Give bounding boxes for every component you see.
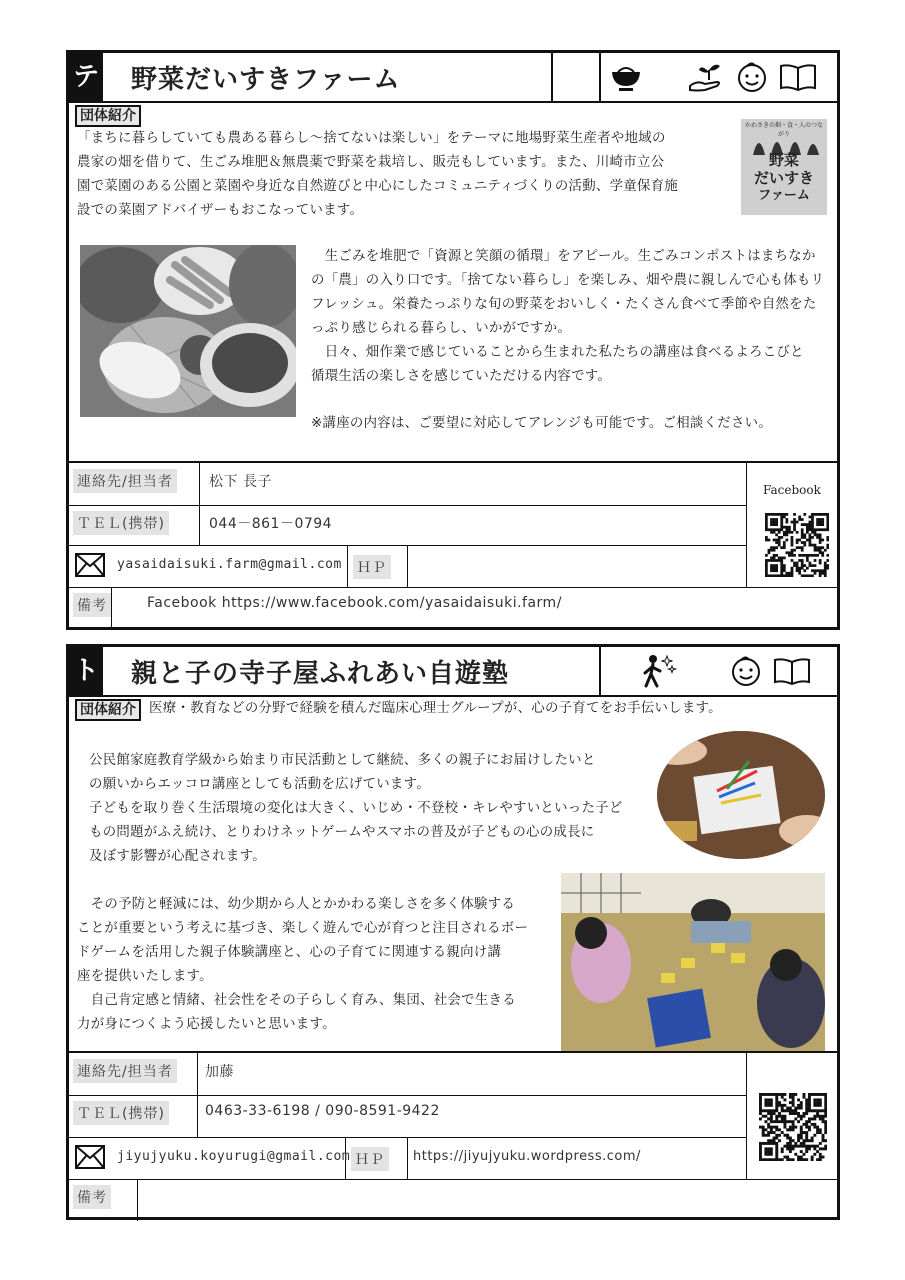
- description-text-2: その予防と軽減には、幼少期から人とかかわる楽しさを多く体験する ことが重要という考えに基づき、楽しく遊んで心が育つと注目されるボー ドゲームを活用した親子体験講座と、心の子育てに関連する親向け講 座を提供いたします。 自己肯定感と情緒、社会性をその子らしく育み、集団、社会で生きる 力が身につくよう応援したいと思います。: [77, 897, 529, 1032]
- qr-label: Facebook: [763, 483, 821, 497]
- activity-icons: [687, 59, 817, 95]
- tel-number: 0463-33-6198 / 090-8591-9422: [205, 1103, 440, 1119]
- intro-text: 「まちに暮らしていても農ある暮らし～捨てないは楽しい」をテーマに地場野菜生産者や地域の 農家の畑を借りて、生ごみ堆肥＆無農薬で野菜を栽培し、販売もしています。また、川崎市立公 園で菜園のある公園と菜園や身近な自然遊びと中心にしたコミュニティづくりの活動、学童保育施 設での菜園アドバイザーもおこなっています。: [77, 131, 679, 218]
- child-face-icon: [729, 654, 763, 688]
- tel-label: ＴＥＬ(携帯): [73, 511, 169, 535]
- hp-label: ＨＰ: [351, 1147, 389, 1171]
- child-face-icon: [735, 60, 769, 94]
- contact-label: 連絡先/担当者: [73, 469, 177, 493]
- email-address[interactable]: jiyujyuku.koyurugi@gmail.com: [117, 1149, 351, 1164]
- card-jiyujyuku: [66, 644, 840, 1220]
- contact-table: [69, 1051, 837, 1221]
- children-playing-photo: [561, 873, 825, 1051]
- intro-text: 医療・教育などの分野で経験を積んだ臨床心理士グループが、心の子育てをお手伝いします。: [149, 701, 722, 716]
- qr-code-icon[interactable]: [765, 513, 829, 581]
- index-letter: ト: [69, 647, 103, 695]
- qr-code-icon[interactable]: [759, 1093, 827, 1165]
- contact-table: [69, 461, 837, 629]
- vegetable-photo: [80, 245, 296, 417]
- mail-icon: [75, 553, 105, 581]
- description-text-1: 公民館家庭教育学級から始まり市民活動として継続、多くの親子にお届けしたいと の願いからエッコロ講座としても活動を広げています。 子どもを取り巻く生活環境の変化は大きく、いじめ・不登校・キレやすいといった子ど もの問題がふえ続け、とりわけネットゲームやスマホの普及が子どもの心の成長に 及ぼす影響が心配されます。: [89, 753, 623, 864]
- card-header: [69, 647, 837, 697]
- activity-icons: [641, 653, 677, 689]
- farm-logo: かわさきの畑・食・人のつながり 野菜 だいすき ファーム: [741, 119, 827, 215]
- card-header: [69, 53, 837, 103]
- contact-label: 連絡先/担当者: [73, 1059, 177, 1083]
- tel-label: ＴＥＬ(携帯): [73, 1101, 169, 1125]
- open-book-icon: [773, 656, 811, 686]
- bowl-icon: [609, 60, 643, 94]
- category-icons: [609, 59, 643, 95]
- boardgame-photo: [657, 731, 825, 859]
- hp-label: ＨＰ: [353, 555, 391, 579]
- walking-person-icon: [641, 654, 677, 688]
- intro-tag: 団体紹介: [75, 699, 141, 721]
- notes-label: 備考: [73, 1185, 111, 1209]
- tel-number: 044－861－0794: [209, 516, 333, 532]
- index-letter: テ: [69, 53, 103, 101]
- activity-icons-2: [729, 653, 811, 689]
- intro-tag: 団体紹介: [75, 105, 141, 127]
- organization-title: 親と子の寺子屋ふれあい自遊塾: [131, 659, 510, 689]
- contact-person: 加藤: [205, 1064, 234, 1080]
- contact-person: 松下 長子: [209, 474, 272, 490]
- notes-text[interactable]: Facebook https://www.facebook.com/yasaidaisuki.farm/: [147, 595, 562, 611]
- seedling-hand-icon: [687, 60, 725, 94]
- organization-title: 野菜だいすきファーム: [131, 65, 401, 95]
- description-text: 生ごみを堆肥で「資源と笑顔の循環」をアピール。生ごみコンポストはまちなか の「農」の入り口です。「捨てない暮らし」を楽しみ、畑や農に親しんで心も体もリ フレッシュ。栄養たっぷりな旬の野菜をおいしく・たくさん食べて季節や自然をた っぷり感じられる暮らし、いかがですか。 日々、畑作業で感じていることから生まれた私たちの講座は食べるよろこびと 循環生活の楽しさを感じていただける内容です。: [311, 249, 825, 384]
- open-book-icon: [779, 62, 817, 92]
- mail-icon: [75, 1145, 105, 1173]
- note-text: ※講座の内容は、ご要望に対応してアレンジも可能です。ご相談ください。: [311, 416, 773, 431]
- notes-label: 備考: [73, 593, 111, 617]
- email-address[interactable]: yasaidaisuki.farm@gmail.com: [117, 557, 342, 572]
- hp-url[interactable]: https://jiyujyuku.wordpress.com/: [413, 1149, 641, 1164]
- card-yasai-daisuki-farm: [66, 50, 840, 630]
